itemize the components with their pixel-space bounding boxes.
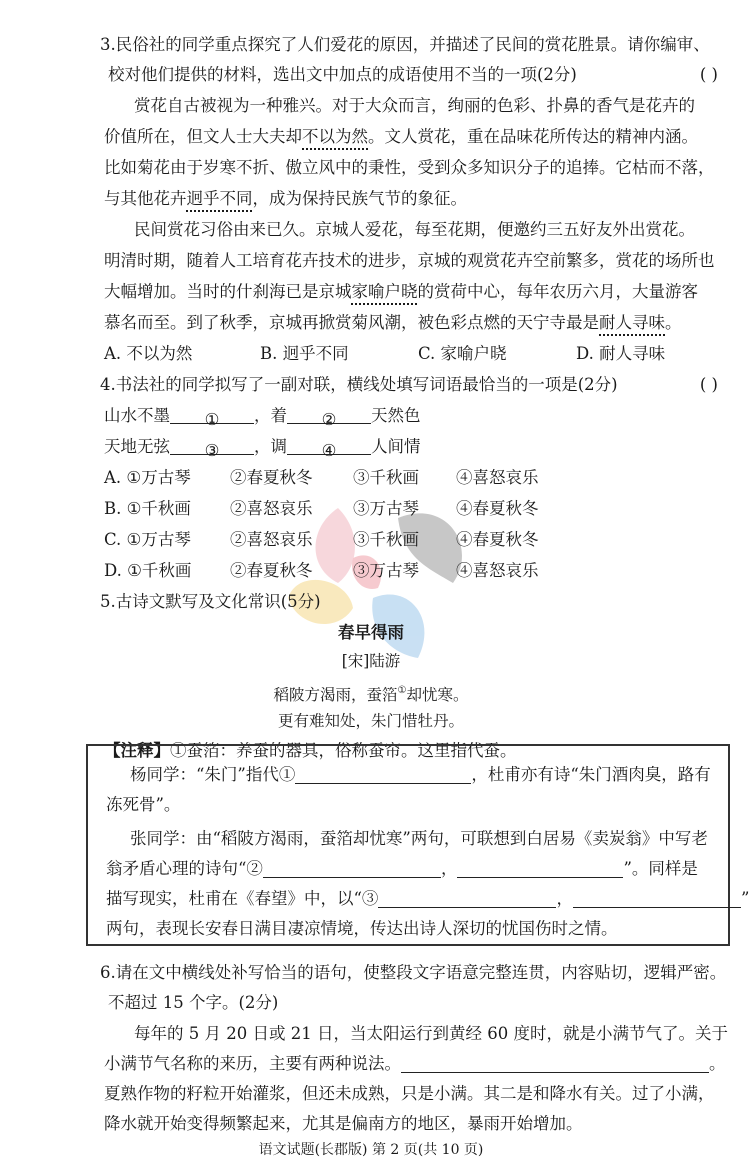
q4-option-d-3: ③万古琴: [353, 561, 419, 580]
page-footer: 语文试题(长郡版) 第 2 页(共 10 页): [258, 1142, 484, 1158]
box-line: 冻死骨”。: [106, 795, 181, 814]
poem-note: 【注释】①蚕箔：养蚕的器具，俗称蚕帘。这里指代蚕。: [104, 741, 517, 760]
box-line: 描写现实，杜甫在《春望》中，以“③ ， ”: [106, 889, 749, 908]
dotted-idiom: 不以为然: [302, 127, 368, 146]
poem-line-2: 更有难知处，朱门惜牡丹。: [277, 712, 464, 730]
q4-option-d-1[interactable]: D. ①千秋画: [104, 561, 192, 580]
answer-blank-3a[interactable]: [378, 889, 556, 908]
poem-author: [宋]陆游: [341, 652, 401, 670]
box-line: 杨同学：“朱门”指代① ，杜甫亦有诗“朱门酒肉臭，路有: [130, 765, 711, 784]
q4-couplet-line-2: 天地无弦 ③ ，调 ④ 人间情: [104, 437, 421, 460]
q6-passage-line: 降水就开始变得频繁起来，尤其是偏南方的地区，暴雨开始增加。: [104, 1114, 583, 1133]
q5-head: 5.古诗文默写及文化常识(5分): [100, 592, 321, 611]
dotted-idiom: 迥乎不同: [186, 189, 253, 208]
q3-head-cont: 校对他们提供的材料，选出文中加点的成语使用不当的一项(2分): [108, 65, 577, 84]
poem-title: 春早得雨: [338, 623, 404, 642]
q4-head: 4.书法社的同学拟写了一副对联，横线处填写词语最恰当的一项是(2分): [100, 375, 618, 394]
q3-passage-line: 价值所在，但文人士大夫却不以为然。文人赏花，重在品味花所传达的精神内涵。: [104, 127, 698, 146]
q3-passage-line: 与其他花卉迥乎不同，成为保持民族气节的象征。: [104, 189, 467, 208]
q4-option-b-1[interactable]: B. ①千秋画: [104, 499, 191, 518]
q4-option-d-2: ②春夏秋冬: [230, 561, 313, 580]
q4-option-a-3: ③千秋画: [353, 468, 419, 487]
answer-blank-2a[interactable]: [263, 859, 441, 878]
box-line: 两句，表现长安春日满目凄凉情境，传达出诗人深切的忧国伤时之情。: [106, 919, 618, 938]
q4-option-c-1[interactable]: C. ①万古琴: [104, 530, 191, 549]
q3-passage-line: 明清时期，随着人工培育花卉技术的进步，京城的观赏花卉空前繁多，赏花的场所也: [104, 251, 715, 270]
couplet-blank: ①: [170, 405, 254, 424]
q6-passage-line: 小满节气名称的来历，主要有两种说法。 。: [104, 1054, 726, 1073]
q4-option-a-2: ②春夏秋冬: [230, 468, 313, 487]
q3-passage-line: 慕名而至。到了秋季，京城再掀赏菊风潮，被色彩点燃的天宁寺最是耐人寻味。: [104, 313, 682, 332]
q4-couplet-line-1: 山水不墨 ① ，着 ② 天然色: [104, 406, 421, 429]
q4-option-c-4: ④春夏秋冬: [456, 530, 539, 549]
couplet-blank: ②: [287, 405, 371, 424]
q3-option-d[interactable]: D. 耐人寻味: [576, 344, 666, 363]
answer-blank-3b[interactable]: [573, 889, 741, 908]
q3-option-c[interactable]: C. 家喻户晓: [418, 344, 507, 363]
poem-line-1: 稻陂方渴雨，蚕箔①却忧寒。: [273, 685, 469, 704]
q4-option-d-4: ④喜怒哀乐: [456, 561, 539, 580]
q4-option-a-4: ④喜怒哀乐: [456, 468, 539, 487]
q6-answer-blank[interactable]: [401, 1054, 709, 1073]
q3-passage-line: 比如菊花由于岁寒不折、傲立风中的秉性，受到众多知识分子的追捧。它枯而不落，: [104, 158, 715, 177]
q3-passage-line: 赏花自古被视为一种雅兴。对于大众而言，绚丽的色彩、扑鼻的香气是花卉的: [134, 96, 695, 115]
dotted-idiom: 家喻户晓: [351, 282, 418, 301]
q4-option-c-2: ②喜怒哀乐: [230, 530, 313, 549]
q4-option-b-2: ②喜怒哀乐: [230, 499, 313, 518]
q3-answer-paren[interactable]: ( ): [699, 65, 718, 84]
q4-option-c-3: ③千秋画: [353, 530, 419, 549]
q6-passage-line: 夏熟作物的籽粒开始灌浆，但还未成熟，只是小满。其二是和降水有关。过了小满，: [104, 1084, 715, 1103]
dotted-idiom: 耐人寻味: [599, 313, 665, 332]
fill-in-box: [86, 744, 749, 946]
answer-blank-1[interactable]: [295, 765, 471, 784]
q3-head: 3.民俗社的同学重点探究了人们爱花的原因，并描述了民间的赏花胜景。请你编审、: [100, 35, 710, 54]
q3-passage-line: 民间赏花习俗由来已久。京城人爱花，每至花期，便邀约三五好友外出赏花。: [134, 220, 695, 239]
q3-option-a[interactable]: A. 不以为然: [104, 344, 193, 363]
q6-head: 6.请在文中横线处补写恰当的语句，使整段文字语意完整连贯，内容贴切，逻辑严密。: [100, 963, 727, 982]
q4-answer-paren[interactable]: ( ): [699, 375, 718, 394]
answer-blank-2b[interactable]: [457, 859, 623, 878]
box-line: 张同学：由“稻陂方渴雨，蚕箔却忧寒”两句，可联想到白居易《卖炭翁》中写老: [130, 829, 708, 848]
q4-option-a-1[interactable]: A. ①万古琴: [104, 468, 191, 487]
q3-passage-line: 大幅增加。当时的什刹海已是京城家喻户晓的赏荷中心，每年农历六月，大量游客: [104, 282, 698, 301]
q6-passage-line: 每年的 5 月 20 日或 21 日，当太阳运行到黄经 60 度时，就是小满节气了。关于: [134, 1024, 728, 1043]
q3-option-b[interactable]: B. 迥乎不同: [260, 344, 349, 363]
q4-option-b-4: ④春夏秋冬: [456, 499, 539, 518]
couplet-blank: ③: [170, 436, 254, 455]
q4-option-b-3: ③万古琴: [353, 499, 419, 518]
couplet-blank: ④: [287, 436, 371, 455]
q6-head-cont: 不超过 15 个字。(2分): [108, 993, 279, 1012]
box-line: 翁矛盾心理的诗句“② ， ”。同样是: [106, 859, 698, 878]
